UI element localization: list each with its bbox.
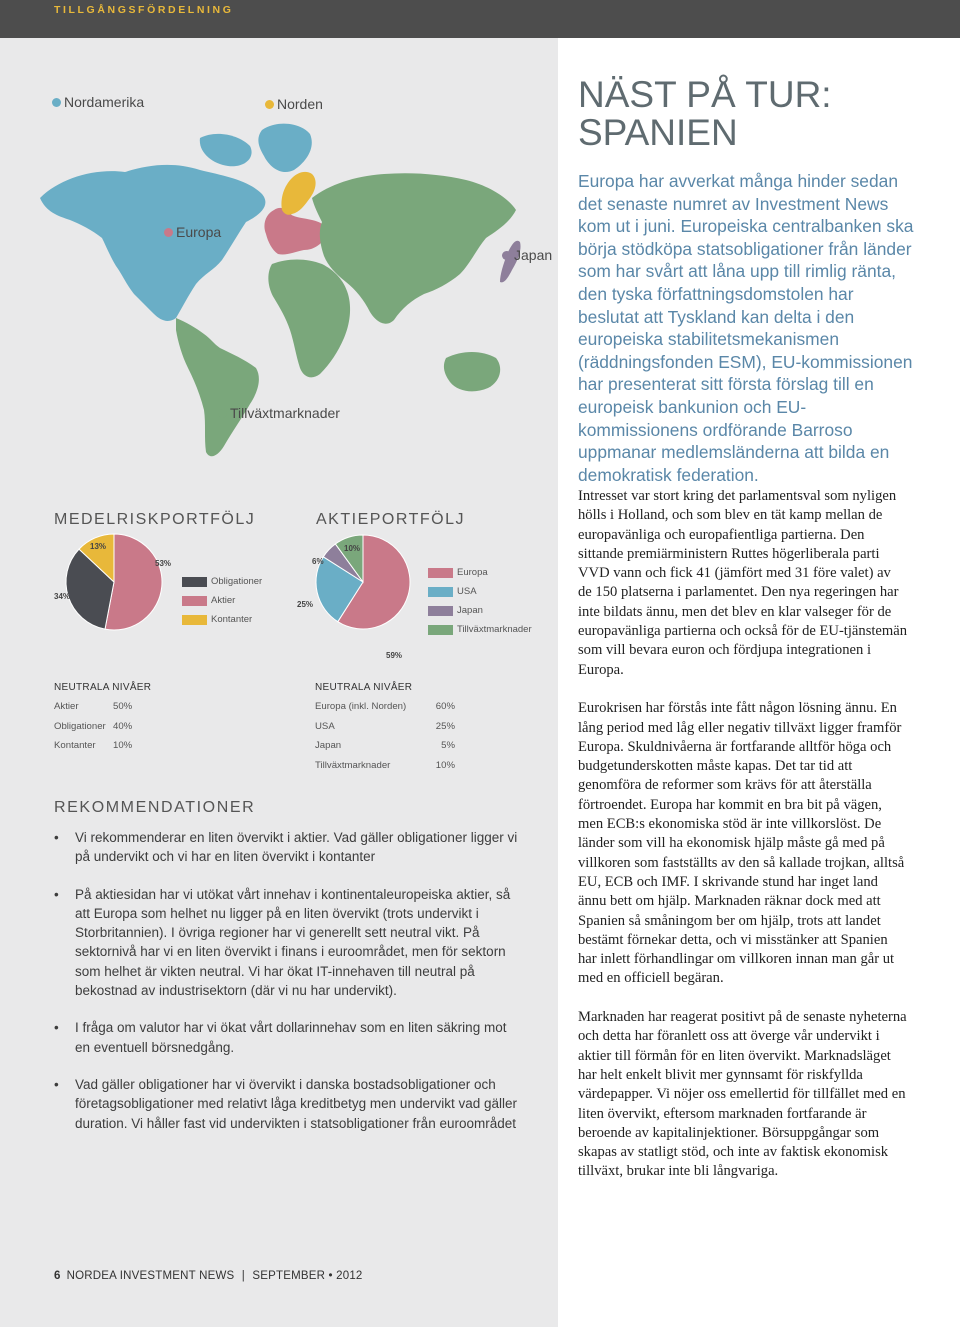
issue-date: SEPTEMBER • 2012 [252, 1270, 363, 1282]
world-map [0, 38, 558, 468]
legend-swatch-obligationer [182, 577, 207, 587]
page-footer [54, 1270, 363, 1282]
legend-swatch-europa [428, 568, 453, 578]
chart2-label-emerging: 10% [344, 544, 361, 553]
map-label-europe: Europa [164, 224, 221, 240]
map-label-emerging: Tillväxtmarknader [218, 405, 340, 421]
chart1-label-obligationer: 34% [54, 592, 71, 601]
footer-separator: | [241, 1270, 245, 1282]
legend-item-aktier: Aktier [182, 591, 262, 610]
chart1-label-kontanter: 13% [90, 542, 107, 551]
chart1-legend [182, 572, 262, 629]
chart1-neutral-title: NEUTRALA NIVÅER [54, 682, 152, 693]
recommendations-list [54, 828, 524, 1133]
legend-item-japan: Japan [428, 601, 532, 620]
legend-swatch-japan [428, 606, 453, 616]
legend-swatch-tillvaxt [428, 625, 453, 635]
article-body [578, 487, 908, 1201]
legend-item-europa: Europa [428, 563, 532, 582]
recommendations-title: REKOMMENDATIONER [54, 799, 256, 816]
page-number: 6 [54, 1270, 61, 1282]
map-label-japan: Japan [502, 247, 552, 263]
neutral-row: Kontanter 10% [54, 740, 133, 751]
chart2-label-japan: 6% [312, 557, 324, 566]
chart2-label-usa: 25% [297, 600, 314, 609]
chart2-neutral-table [315, 701, 455, 779]
map-label-nordics: Norden [265, 96, 323, 112]
emerging-dot [218, 409, 227, 418]
region-africa [268, 260, 350, 378]
region-oceania [444, 352, 500, 391]
region-nordics [281, 172, 315, 215]
section-label: TILLGÅNGSFÖRDELNING [54, 4, 234, 16]
body-paragraph: Eurokrisen har förstås inte fått någon lösning ännu. En lång period med låg eller negativ tillväxt ligger framför Europa. Skuldnivåerna är fortfarande alltför höga och budgetunderskotten måste kapas. Det tar tid att genomföra de reformer som krävs för att återställa förtroendet. Europa har kommit en bra bit på vägen, men ECB:s ekonomiska stöd är inte villkorslöst. De länder som vill ha ekonomisk hjälp måste gå med på villkoren som fastställts av den så kallade trojkan, alltså EU, ECB och IMF. I skrivande stund har inget land ännu bett om hjälp. Marknaden räknar dock med att Spanien så småningom ber om hjälp, trots att landet bestämt förnekar detta, och vi misstänker att Spanien har inlett förhandlingar om villkoren innan man går ut med en officiell begäran. [578, 700, 905, 987]
chart2-neutral-title: NEUTRALA NIVÅER [315, 682, 413, 693]
section-header-bar [0, 0, 960, 38]
legend-swatch-aktier [182, 596, 207, 606]
chart1-label-aktier: 53% [155, 559, 172, 568]
neutral-row: Japan 5% [315, 740, 455, 751]
north-america-dot [52, 98, 61, 107]
map-label-north-america: Nordamerika [52, 94, 144, 110]
legend-item-usa: USA [428, 582, 532, 601]
region-north-america [40, 165, 265, 321]
article-lead: Europa har avverkat många hinder sedan det senaste numret av Investment News kom ut i juni. Europeiska centralbanken ska börja stödköpa statsobligationer från länder som har svårt att låna upp till rimlig ränta, den tyska författningsdomstolen har beslutat att Tyskland kan delta i den europeiska stabilitetsmekanismen (räddningsfonden ESM), EU-kommissionen har presenterat sitt första förslag till en europeisk bankunion och EU-kommissionens ordförande Barroso uppmanar medlemsländerna att bilda en demokratisk federation. [578, 171, 914, 485]
body-paragraph: Intresset var stort kring det parlamentsval som nyligen hölls i Holland, och som blev en tät kamp mellan de europavänliga och europafientliga partierna. Den sittande premiärministern Ruttes högerliberala parti VVD vann och fick 41 (jämfört med 31 före valet) av de 150 platserna i parlamentet. Den nya regeringen har inte bildats ännu, men det blev en klar valseger för de europavänliga partierna och också för de EU-tjänstemän som vill bevara euron och fördjupa integrationen i Europa. [578, 488, 908, 678]
chart1-neutral-table [54, 701, 214, 760]
publication-name: NORDEA INVESTMENT NEWS [66, 1270, 235, 1282]
legend-swatch-usa [428, 587, 453, 597]
recommendation-item: • Vi rekommenderar en liten övervikt i aktier. Vad gäller obligationer ligger vi på undervikt och vi har en liten övervikt i kontanter [54, 828, 524, 867]
legend-swatch-kontanter [182, 615, 207, 625]
legend-item-obligationer: Obligationer [182, 572, 262, 591]
chart1-title: MEDELRISKPORTFÖLJ [54, 511, 256, 528]
nordics-dot [265, 100, 274, 109]
legend-item-kontanter: Kontanter [182, 610, 262, 629]
region-greenland [258, 124, 311, 172]
neutral-row: USA 25% [315, 720, 455, 732]
region-latin-america [176, 318, 259, 456]
recommendation-item: • På aktiesidan har vi utökat vårt innehav i kontinentaleuropeiska aktier, så att Europa som helhet nu ligger på en liten övervikt (trots undervikt i Storbritannien). I övriga regioner har vi generellt sett neutral vikt. På sektornivå har vi en liten övervikt i finans i euroområdet, men för sektorn som helhet är vikten neutral. Vi har ökat IT-innehaven till neutral på bekostnad av industrisektorn (där vi nu har undervikt). [54, 885, 524, 1001]
neutral-row: Europa (inkl. Norden) 60% [315, 701, 455, 712]
neutral-row: Tillväxtmarknader 10% [315, 759, 455, 771]
neutral-row: Obligationer 40% [54, 720, 133, 732]
chart2-title: AKTIEPORTFÖLJ [316, 511, 466, 528]
neutral-row: Aktier 50% [54, 701, 133, 712]
chart2-label-europa: 59% [386, 651, 403, 660]
chart2-legend [428, 563, 532, 639]
chart1-slices [66, 534, 162, 630]
region-europe [264, 208, 327, 255]
recommendation-item: • I fråga om valutor har vi ökat vårt dollarinnehav som en liten säkring mot en eventuell börsnedgång. [54, 1018, 524, 1057]
recommendation-item: • Vad gäller obligationer har vi övervikt i danska bostadsobligationer och företagsobligationer med relativt låga kreditbetyg men undervikt vad gäller duration. Vi håller fast vid undervikten i statsobligationer från euroområdet [54, 1075, 524, 1133]
japan-dot [502, 251, 511, 260]
europe-dot [164, 228, 173, 237]
body-paragraph: Marknaden har reagerat positivt på de senaste nyheterna och detta har föranlett oss att överge vår undervikt i aktier till förmån för en liten övervikt. Marknadsläget har helt enkelt blivit mer gynnsamt för riskfyllda värdepapper. Vi nöjer oss emellertid för tillfället med en liten övervikt, eftersom marknaden fortfarande är beroende av kapitalinjektioner. Börsuppgångar som skapas av statligt stöd, och inte av faktisk ekonomisk tillväxt, brukar inte bli långvariga. [578, 1009, 907, 1180]
article-headline: NÄST PÅ TUR: SPANIEN [578, 74, 832, 153]
chart2-slices [316, 535, 410, 629]
legend-item-tillvaxt: Tillväxtmarknader [428, 620, 532, 639]
